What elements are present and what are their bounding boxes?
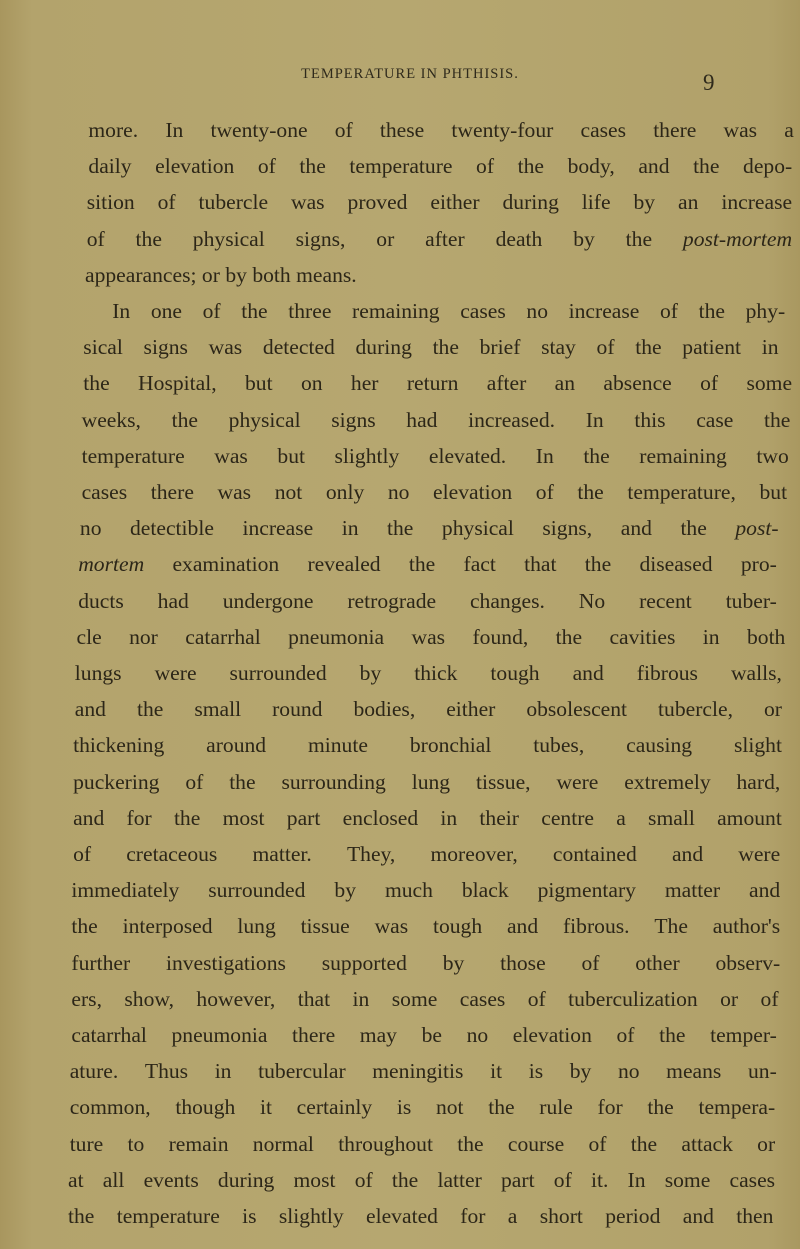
text-line: daily elevation of the temperature of the body, and the depo- <box>88 154 793 179</box>
text-line: more. In twenty-one of these twenty-four cases there was a <box>88 118 794 142</box>
text-line: and for the most part enclosed in their centre a small amount <box>73 805 782 830</box>
text-line: thickening around minute bronchial tubes, causing slight <box>73 733 782 758</box>
text-line: sical signs was detected during the brief stay of the patient in <box>83 335 779 360</box>
text-line: sition of tubercle was proved either during life by an increase <box>86 190 793 215</box>
text-line: ture to remain normal throughout the course of the attack or <box>69 1131 776 1156</box>
text-line: no detectible increase in the physical signs, and the post- <box>79 516 779 541</box>
text-line: of the physical signs, or after death by the post-mortem <box>86 226 793 251</box>
text-line: the Hospital, but on her return after an absence of some <box>83 371 793 396</box>
text-line: at all events during most of the latter part of it. In some cases <box>68 1167 776 1192</box>
text-line: ducts had undergone retrograde changes. No recent tuber- <box>78 588 777 613</box>
text-line: catarrhal pneumonia there may be no elevation of the temper- <box>71 1023 777 1047</box>
text-line: the interposed lung tissue was tough and fibrous. The author's <box>71 914 781 939</box>
text-line: puckering of the surrounding lung tissue, were extremely hard, <box>73 769 781 794</box>
text-line: and the small round bodies, either obsolescent tubercle, or <box>74 697 782 722</box>
text-line: cle nor catarrhal pneumonia was found, the cavities in both <box>76 624 786 649</box>
text-line: In one of the three remaining cases no increase of the phy- <box>112 299 786 323</box>
text-line: common, though it certainly is not the rule for the tempera- <box>69 1095 776 1120</box>
text-line: cases there was not only no elevation of the temperature, but <box>81 480 788 504</box>
page-number: 9 <box>703 70 715 95</box>
text-line: appearances; or by both means. <box>85 262 357 287</box>
text-line: ers, show, however, that in some cases of tuberculization or of <box>71 986 779 1011</box>
text-line: the temperature is slightly elevated for a short period and then <box>68 1204 774 1228</box>
text-line: mortem examination revealed the fact that the diseased pro- <box>78 552 777 577</box>
text-line: immediately surrounded by much black pigmentary matter and <box>71 878 781 903</box>
text-line: ature. Thus in tubercular meningitis it is by no means un- <box>69 1059 777 1084</box>
text-line: temperature was but slightly elevated. In the remaining two <box>81 443 789 468</box>
text-line: further investigations supported by those of other observ- <box>71 950 781 975</box>
text-line: weeks, the physical signs had increased. In this case the <box>81 407 791 432</box>
running-title: TEMPERATURE IN PHTHISIS. <box>301 66 519 82</box>
text-line: of cretaceous matter. They, moreover, contained and were <box>73 842 781 866</box>
text-line: lungs were surrounded by thick tough and fibrous walls, <box>74 661 782 685</box>
